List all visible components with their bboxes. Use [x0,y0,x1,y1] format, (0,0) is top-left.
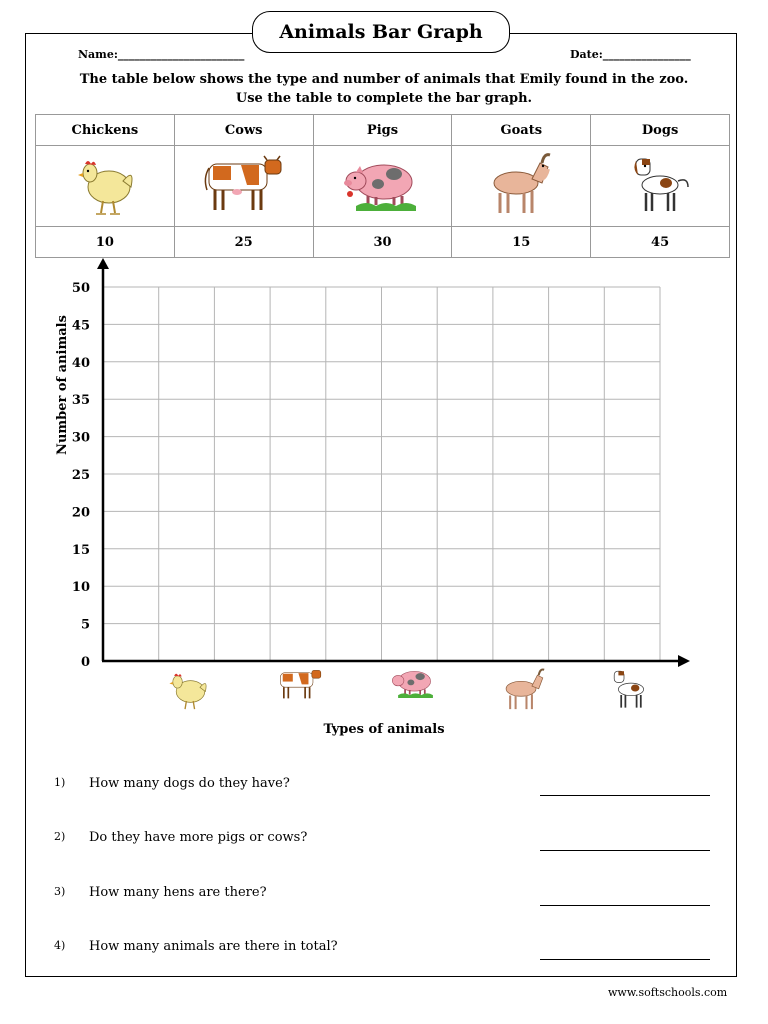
y-axis-arrow [97,258,109,269]
question-3-text: How many hens are there? [89,885,267,900]
table-count-cows: 25 [174,227,313,258]
cow-icon [201,154,287,214]
y-tick-label: 40 [71,355,90,371]
table-count-dogs: 45 [591,227,730,258]
question-2-text: Do they have more pigs or cows? [89,830,308,845]
table-header-goats: Goats [452,115,591,146]
table-header-pigs: Pigs [313,115,452,146]
y-tick-label: 5 [80,617,90,633]
y-tick-label: 0 [80,655,90,670]
table-cell-pig-picture [313,146,452,227]
x-axis-pig-icon [392,671,433,698]
question-3-number: 3) [54,885,66,898]
question-4-text: How many animals are there in total? [89,939,338,954]
y-tick-label: 10 [71,580,90,596]
answer-line-1[interactable] [540,795,710,796]
y-tick-label: 15 [71,542,90,558]
answer-line-2[interactable] [540,850,710,851]
y-tick-label: 30 [71,430,90,446]
question-1-text: How many dogs do they have? [89,776,290,791]
y-axis-tick-labels [72,281,90,670]
pig-icon [342,154,422,214]
y-tick-label: 50 [71,281,90,296]
table-cell-goat-picture [452,146,591,227]
y-tick-label: 25 [71,468,90,483]
x-axis-dog-icon [614,671,643,707]
table-count-pigs: 30 [313,227,452,258]
table-cell-cow-picture [174,146,313,227]
dog-icon [630,153,690,215]
y-tick-label: 20 [71,505,90,521]
x-axis-arrow [678,655,690,667]
table-cell-chicken-picture [36,146,175,227]
bar-graph [0,255,768,745]
name-field[interactable]: Name:_______________________ [78,48,245,61]
answer-line-4[interactable] [540,959,710,960]
table-header-dogs: Dogs [591,115,730,146]
instruction-line-1: The table below shows the type and number of animals that Emily found in the zoo. [79,72,689,87]
question-2-number: 2) [54,830,66,843]
date-field[interactable]: Date:________________ [570,48,691,61]
instruction-line-2: Use the table to complete the bar graph. [235,91,533,106]
footer-website: www.softschools.com [608,986,728,999]
animal-count-table [35,114,730,258]
table-count-chickens: 10 [36,227,175,258]
table-count-goats: 15 [452,227,591,258]
worksheet-title: Animals Bar Graph [252,11,510,53]
chicken-icon [73,151,137,217]
y-tick-label: 35 [71,393,90,409]
chart-grid [103,287,660,661]
table-header-cows: Cows [174,115,313,146]
x-axis-cow-icon [280,670,320,698]
x-axis-label: Types of animals [323,722,445,737]
table-cell-dog-picture [591,146,730,227]
goat-icon [488,151,554,217]
question-1-number: 1) [54,776,66,789]
table-header-chickens: Chickens [36,115,175,146]
x-axis-goat-icon [506,669,544,709]
question-4-number: 4) [54,939,66,952]
answer-line-3[interactable] [540,905,710,906]
y-tick-label: 45 [71,318,90,334]
x-axis-chicken-icon [169,674,206,709]
y-axis-label: Number of animals [55,315,70,455]
